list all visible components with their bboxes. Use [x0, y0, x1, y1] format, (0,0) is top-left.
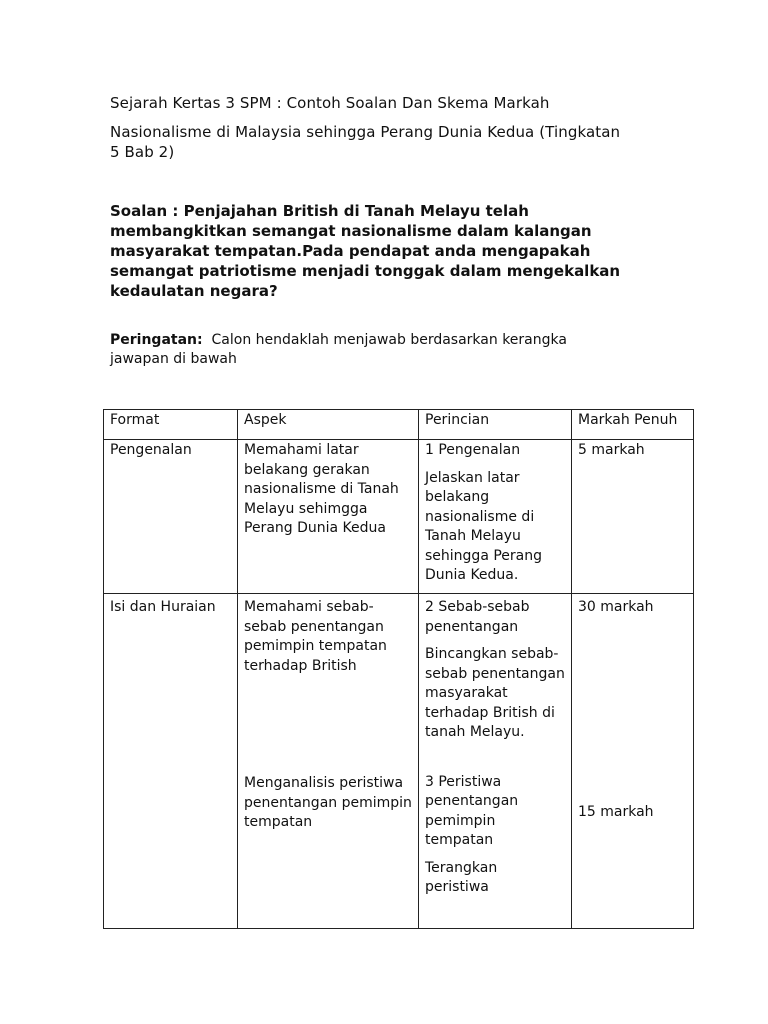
table-row [104, 594, 694, 929]
markah-item: 15 markah [578, 803, 654, 820]
answer-framework-table [103, 409, 694, 929]
cell-format: Isi dan Huraian [104, 594, 238, 929]
warning-label: Peringatan: [110, 332, 203, 348]
perincian-heading: 2 Sebab-sebab penentangan [425, 599, 530, 635]
cell-markah: 5 markah [572, 440, 694, 594]
perincian-description: Bincangkan sebab-sebab penentangan masyarakat terhadap British di tanah Melayu. [425, 646, 565, 740]
table-row [104, 440, 694, 594]
table-header-row [104, 410, 694, 440]
markah-item: 30 markah [578, 599, 654, 615]
header-format: Format [104, 410, 238, 440]
document-title: Sejarah Kertas 3 SPM : Contoh Soalan Dan Skema Markah [110, 94, 550, 112]
aspek-item: Menganalisis peristiwa penentangan pemimpin tempatan [244, 775, 412, 830]
warning-paragraph [110, 331, 630, 369]
warning-text: Calon hendaklah menjawab berdasarkan kerangka jawapan di bawah [110, 332, 567, 367]
header-markah-penuh: Markah Penuh [572, 410, 694, 440]
cell-perincian [419, 594, 572, 929]
header-aspek: Aspek [238, 410, 419, 440]
perincian-heading: 3 Peristiwa penentangan pemimpin tempatan [425, 773, 519, 848]
perincian-description: Jelaskan latar belakang nasionalisme di Tanah Melayu sehingga Perang Dunia Kedua. [425, 469, 542, 583]
cell-format: Pengenalan [104, 440, 238, 594]
header-perincian: Perincian [419, 410, 572, 440]
cell-perincian [419, 440, 572, 594]
aspek-item: Memahami sebab-sebab penentangan pemimpin tempatan terhadap British [244, 599, 387, 674]
perincian-description: Terangkan peristiwa [425, 859, 498, 895]
cell-markah [572, 594, 694, 929]
perincian-heading: 1 Pengenalan [425, 442, 521, 458]
question-text: Soalan : Penjajahan British di Tanah Melayu telah membangkitkan semangat nasionalisme dalam kalangan masyarakat tempatan.Pada pendapat anda mengapakah semangat patriotisme menjadi tonggak dalam mengekalkan kedaulatan negara? [110, 202, 621, 300]
cell-aspek: Memahami latar belakang gerakan nasionalisme di Tanah Melayu sehimgga Perang Dunia Kedua [238, 440, 419, 594]
topic-title: Nasionalisme di Malaysia sehingga Perang Dunia Kedua (Tingkatan 5 Bab 2) [110, 123, 621, 161]
cell-aspek [238, 594, 419, 929]
